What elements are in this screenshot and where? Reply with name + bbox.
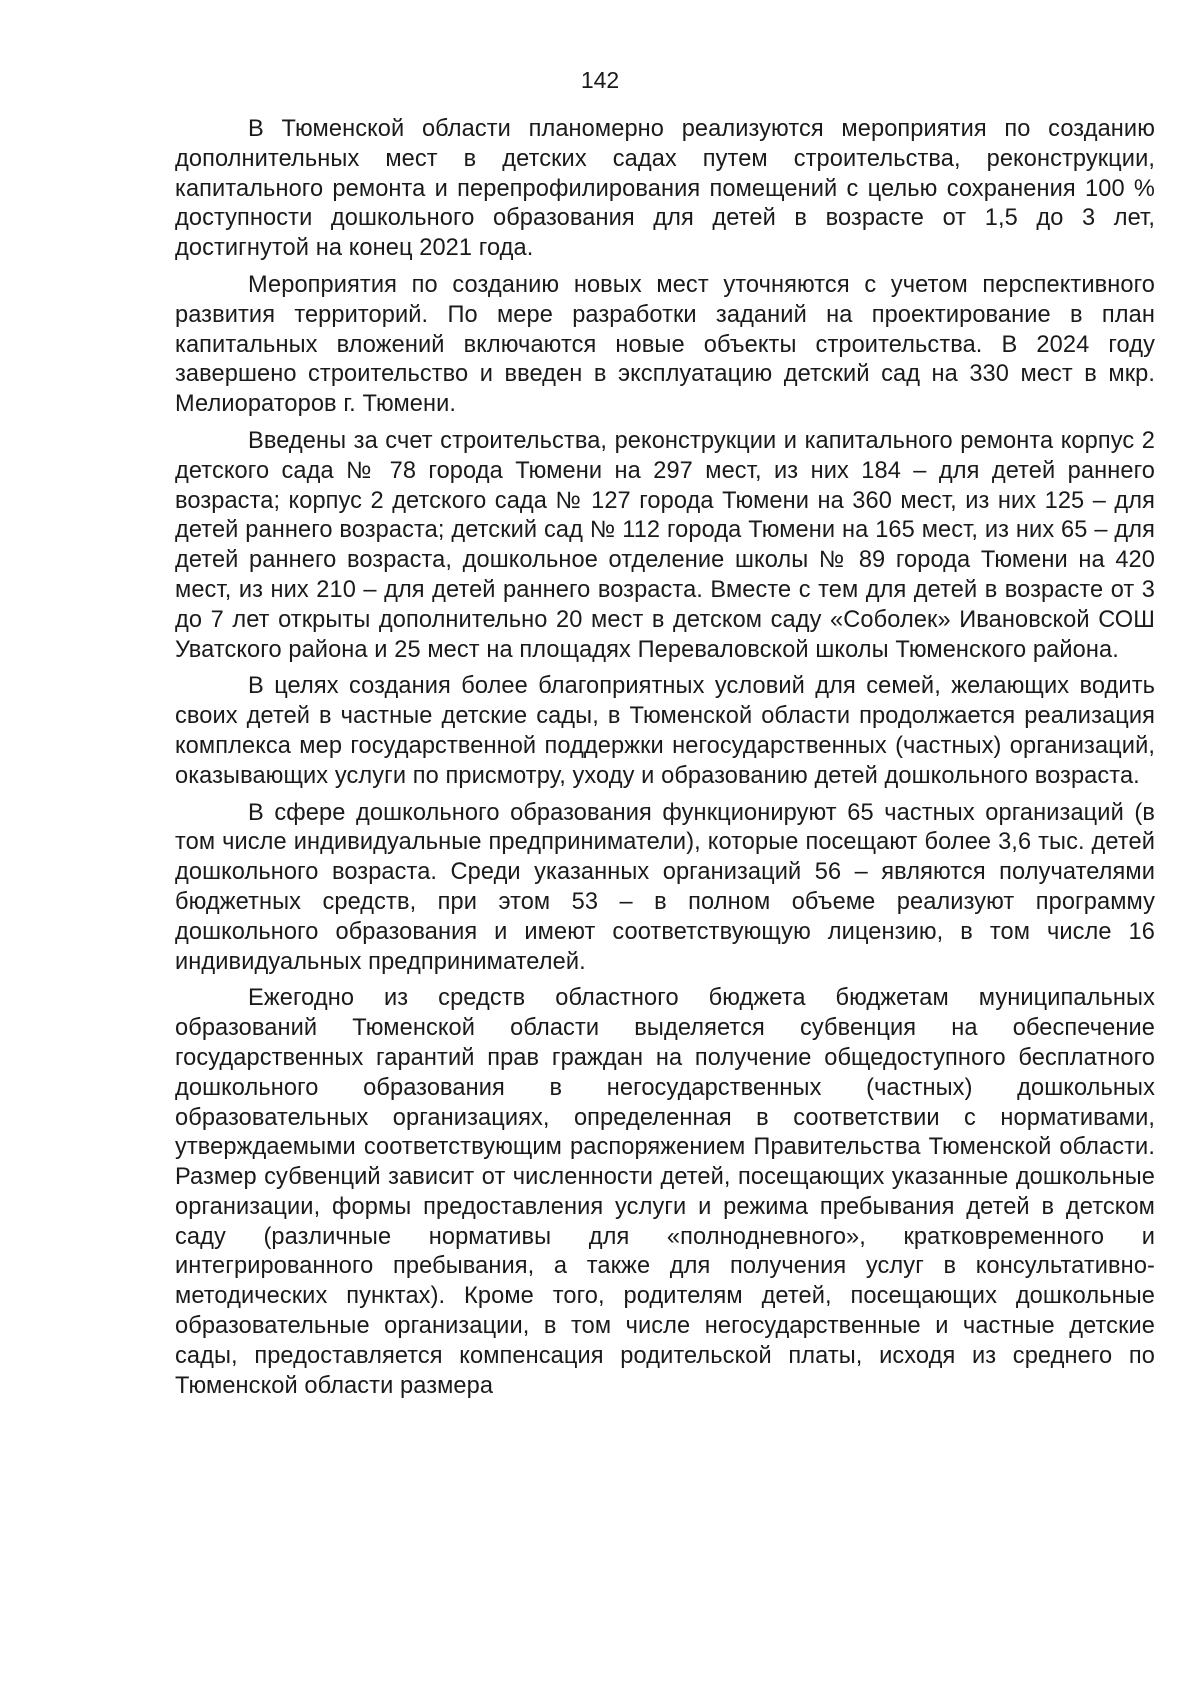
page-number: 142 <box>580 67 620 93</box>
document-body <box>175 115 1155 1408</box>
paragraph-4: В целях создания более благоприятных условий для семей, желающих водить своих детей в частные детские сады, в Тюменской области продолжается реализация комплекса мер государственной поддержки негосударственных (частных) организаций, оказывающих услуги по присмотру, уходу и образованию детей дошкольного возраста. <box>175 673 1155 789</box>
paragraph-1: В Тюменской области планомерно реализуются мероприятия по созданию дополнительных мест в детских садах путем строительства, реконструкции, капитального ремонта и перепрофилирования помещений с целью сохранения 100 % доступности дошкольного образования для детей в возрасте от 1,5 до 3 лет, достигнутой на конец 2021 года. <box>175 116 1155 262</box>
paragraph-5: В сфере дошкольного образования функционируют 65 частных организаций (в том числе индивидуальные предприниматели), которые посещают более 3,6 тыс. детей дошкольного возраста. Среди указанных организаций 56 – являются получателями бюджетных средств, при этом 53 – в полном объеме реализуют программу дошкольного образования и имеют соответствующую лицензию, в том числе 16 индивидуальных предпринимателей. <box>175 799 1155 975</box>
paragraph-3: Введены за счет строительства, реконструкции и капитального ремонта корпус 2 детского сада № 78 города Тюмени на 297 мест, из них 184 – для детей раннего возраста; корпус 2 детского сада № 127 города Тюмени на 360 мест, из них 125 – для детей раннего возраста; детский сад № 112 города Тюмени на 165 мест, из них 65 – для детей раннего возраста, дошкольное отделение школы № 89 города Тюмени на 420 мест, из них 210 – для детей раннего возраста. Вместе с тем для детей в возрасте от 3 до 7 лет открыты дополнительно 20 мест в детском саду «Соболек» Ивановской СОШ Уватского района и 25 мест на площадях Переваловской школы Тюменского района. <box>175 427 1155 663</box>
paragraph-6: Ежегодно из средств областного бюджета бюджетам муниципальных образований Тюменской области выделяется субвенция на обеспечение государственных гарантий прав граждан на получение общедоступного бесплатного дошкольного образования в негосударственных (частных) дошкольных образовательных организациях, определенная в соответствии с нормативами, утверждаемыми соответствующим распоряжением Правительства Тюменской области. Размер субвенций зависит от численности детей, посещающих указанные дошкольные организации, формы предоставления услуги и режима пребывания детей в детском саду (различные нормативы для «полнодневного», кратковременного и интегрированного пребывания, а также для получения услуг в консультативно-методических пунктах). Кроме того, родителям детей, посещающих дошкольные образовательные организации, в том числе негосударственные и частные детские сады, предоставляется компенсация родительской платы, исходя из среднего по Тюменской области размера <box>175 985 1155 1399</box>
paragraph-2: Мероприятия по созданию новых мест уточняются с учетом перспективного развития территорий. По мере разработки заданий на проектирование в план капитальных вложений включаются новые объекты строительства. В 2024 году завершено строительство и введен в эксплуатацию детский сад на 330 мест в мкр. Мелиораторов г. Тюмени. <box>175 271 1155 418</box>
